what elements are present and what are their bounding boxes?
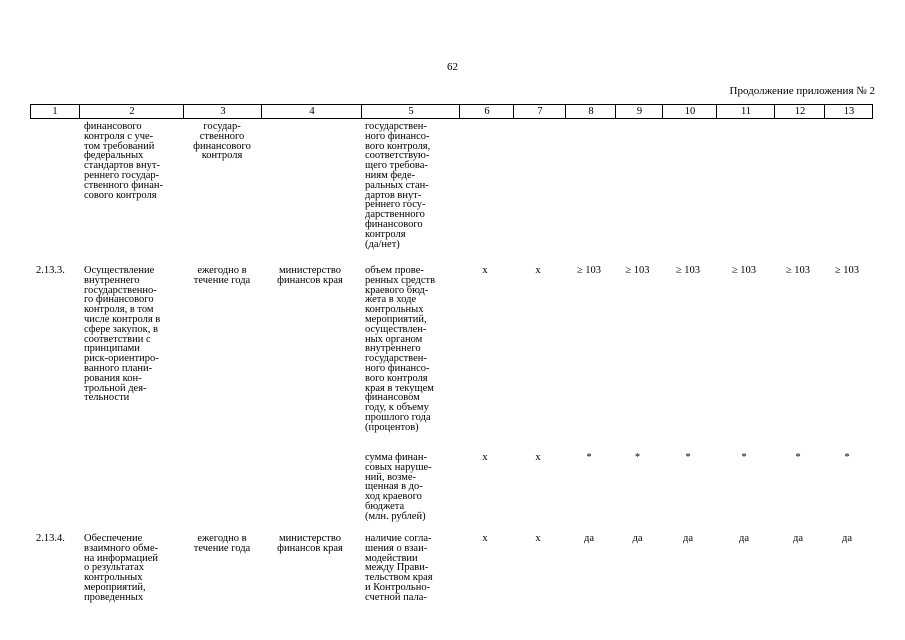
row-2-13-3-col12: ≥ 103 — [785, 265, 811, 276]
header-col-13: 13 — [824, 105, 873, 118]
header-col-5: 5 — [361, 105, 460, 118]
row-2-13-3b-col13: * — [844, 452, 850, 463]
continuation-label: Продолжение приложения № 2 — [729, 85, 875, 97]
row-2-13-4-col8: да — [583, 533, 594, 544]
row-2-13-3-col11: ≥ 103 — [731, 265, 757, 276]
header-col-12: 12 — [774, 105, 825, 118]
row-2-13-3-col9: ≥ 103 — [625, 265, 650, 276]
row-2-13-3b-col9: * — [634, 452, 641, 463]
row-2-13-4-executor: министерство финансов края — [277, 533, 343, 554]
page-number: 62 — [447, 61, 458, 73]
header-col-11: 11 — [716, 105, 775, 118]
row-2-13-3-indicator: объем прове- ренных средств краевого бюд- жета в ходе контрольных мероприятий, осуществлен- ных органом внутреннего государствен- ного финансо- вого контроля края в текущем финансовом году, к объему прошлого года (процентов) — [365, 265, 436, 433]
carry-indicator-text: государствен- ного финансо- вого контроля, соответствую- щего требова- ниям феде- ральных стан- дартов внут- реннего госу- дарственного финансового контроля (да/нет) — [365, 121, 431, 250]
row-2-13-4-col12: да — [792, 533, 803, 544]
row-2-13-4-indicator: наличие согла- шения о взаи- модействии между Прави- тельством края и Контрольно- счетной пала- — [365, 533, 433, 603]
row-2-13-4-number: 2.13.4. — [36, 533, 65, 544]
row-2-13-3b-col12: * — [795, 452, 801, 463]
header-col-4: 4 — [261, 105, 362, 118]
row-2-13-3b-col11: * — [741, 452, 747, 463]
row-2-13-4-col13: да — [841, 533, 852, 544]
row-2-13-3-col8: ≥ 103 — [576, 265, 602, 276]
row-2-13-3-activity: Осуществление внутреннего государственно- го финансового контроля, в том числе контроля в сфере закупок, в соответствии с принципами риск-ориентиро- ванного плани- рования кон- трольной дея- тельности — [84, 265, 161, 404]
header-col-1: 1 — [52, 106, 58, 117]
row-2-13-3b-col10: * — [685, 452, 691, 463]
header-col-8: 8 — [565, 105, 616, 118]
row-2-13-3-deadline: ежегодно в течение года — [193, 265, 251, 286]
row-2-13-3-col6: x — [482, 265, 488, 276]
row-2-13-4-deadline: ежегодно в течение года — [193, 533, 251, 554]
header-col-6: 6 — [459, 105, 514, 118]
carry-deadline-text: государ- ственного финансового контроля — [193, 121, 251, 162]
header-col-7: 7 — [513, 105, 566, 118]
table-header — [30, 104, 873, 119]
row-2-13-4-col6: x — [482, 533, 488, 544]
row-2-13-3-number: 2.13.3. — [36, 265, 65, 276]
row-2-13-3-col13: ≥ 103 — [834, 265, 860, 276]
row-2-13-4-activity: Обеспечение взаимного обме- на информацией о результатах контрольных мероприятий, проведенных — [84, 533, 159, 603]
row-2-13-4-col9: да — [632, 533, 643, 544]
row-2-13-4-col11: да — [738, 533, 749, 544]
header-col-9: 9 — [615, 105, 663, 118]
row-2-13-3-indicator-2: сумма финан- совых наруше- ний, возме- щенная в до- ход краевого бюджета (млн. рублей) — [365, 452, 432, 522]
row-2-13-3-col10: ≥ 103 — [675, 265, 701, 276]
row-2-13-4-col7: x — [535, 533, 541, 544]
row-2-13-3-executor: министерство финансов края — [277, 265, 343, 286]
row-2-13-3b-col8: * — [586, 452, 592, 463]
row-2-13-3b-col6: x — [482, 452, 488, 463]
row-2-13-3-col7: x — [535, 265, 541, 276]
header-col-2: 2 — [79, 105, 184, 118]
row-2-13-3b-col7: x — [535, 452, 541, 463]
carry-goal-text: финансового контроля с уче- том требований федеральных стандартов внут- реннего государ- ственного финан- сового контроля — [84, 121, 164, 201]
header-col-3: 3 — [183, 105, 262, 118]
row-2-13-4-col10: да — [682, 533, 693, 544]
header-col-10: 10 — [662, 105, 717, 118]
